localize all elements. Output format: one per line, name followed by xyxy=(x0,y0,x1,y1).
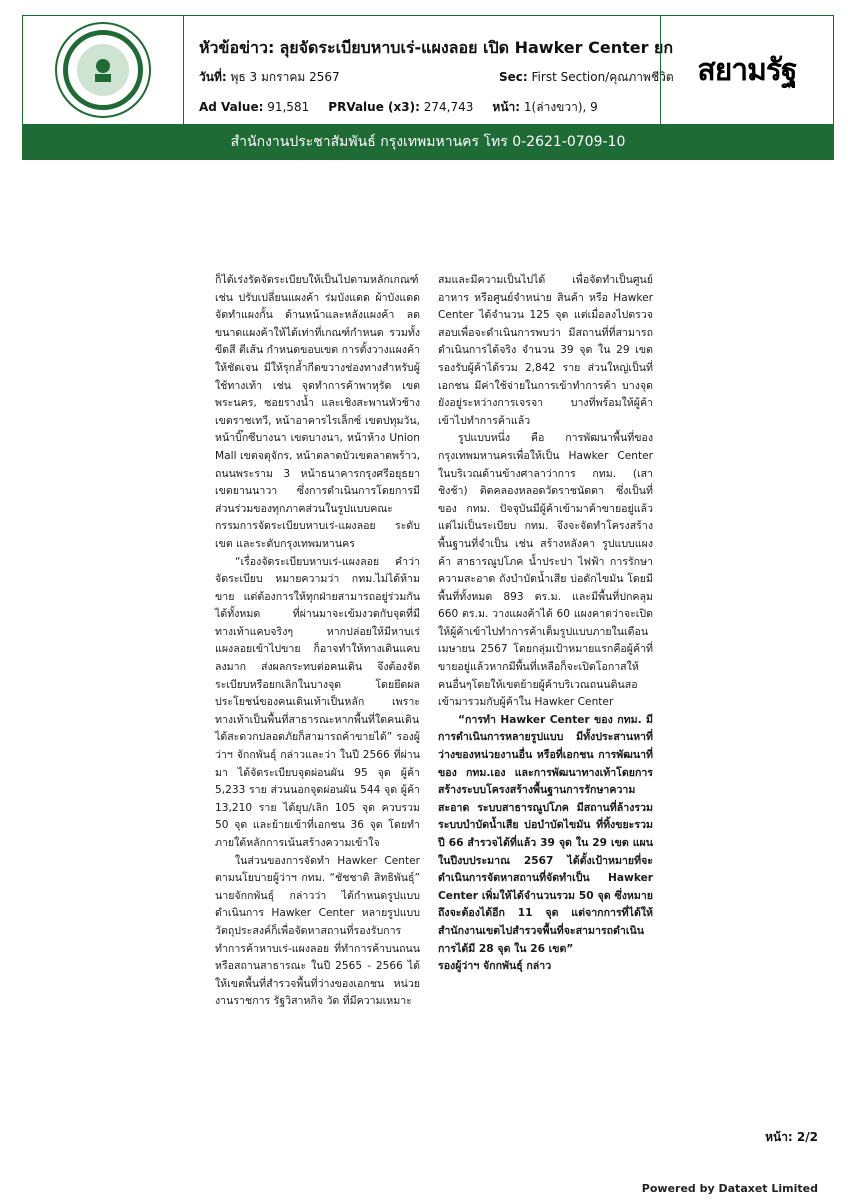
ad-value-label: Ad Value: xyxy=(199,100,264,114)
agency-banner xyxy=(23,124,833,160)
page-value: 1(ล่างขวา), 9 xyxy=(523,100,598,114)
pr-value-label: PRValue (x3): xyxy=(328,100,420,114)
clipping-meta xyxy=(199,16,685,124)
section-row xyxy=(499,68,674,87)
attribution: รองผู้ว่าฯ จักกพันธุ์ กล่าว xyxy=(438,960,552,973)
ad-value: 91,581 xyxy=(267,100,310,114)
publication-logo: สยามรัฐ xyxy=(697,52,797,88)
clipping-header xyxy=(22,15,834,160)
powered-by: Powered by Dataxet Limited xyxy=(641,1182,818,1195)
article-column-2 xyxy=(438,272,653,976)
quote-paragraph: “การทำ Hawker Center ของ กทม. มีการดำเนินการหลายรูปแบบ มีทั้งประสานหาที่ว่างของหน่วยงานอื่น หรือที่เอกชน การพัฒนาที่ของ กทม.เอง และการพัฒนาทางเท้าโดยการสร้างระบบโครงสร้างพื้นฐานการรักษาความสะอาด ระบบสาธารณูปโภค มีสถานที่ล้างรวม ระบบบำบัดน้ำเสีย บ่อบำบัดไขมัน ที่ทิ้งขยะรวม ปี 66 สำรวจได้ที่แล้ว 39 จุด ใน 29 เขต แผนในปีงบประมาณ 2567 ได้ตั้งเป้าหมายที่จะดำเนินการจัดหาสถานที่จัดทำเป็น Hawker Center เพิ่มให้ได้จำนวนรวม 50 จุด ซึ่งหมายถึงจะต้องได้อีก 11 จุด แต่จากการที่ได้ให้สำนักงานเขตไปสำรวจพื้นที่จะสามารถดำเนินการได้มี 28 จุด ใน 26 เขต” xyxy=(438,713,653,955)
paragraph: ก็ได้เร่งรัดจัดระเบียบให้เป็นไปตามหลักเกณฑ์ เช่น ปรับเปลี่ยนแผงค้า ร่มบังแดด ผ้าบังแดด จัดทำแผงกั้น ด้านหน้าและหลังแผงค้า ลดขนาดแผงค้าให้ได้เท่าที่เกณฑ์กำหนด รวมทั้งขีดสี ตีเส้น กำหนดขอบเขต การตั้งวางแผงค้าให้ชัดเจน มีให้รุกล้ำกีดขวางช่องทางสำหรับผู้ใช้ทางเท้า เช่น จุดทำการค้าพาหุรัด เขตพระนคร, ซอยรางน้ำ และเชิงสะพานหัวช้าง เขตราชเทวี, หน้าอาคารไรเล็กซ์ เขตปทุมวัน, หน้าบิ๊กซีบางนา เขตบางนา, หน้าห้าง Union Mall เขตจตุจักร, หน้าตลาดบัวเขตลาดพร้าว, ถนนพระราม 3 หน้าธนาคารกรุงศรีอยุธยา เขตยานนาวา ซึ่งการดำเนินการโดยการมีส่วนร่วมของทุกภาคส่วนในรูปแบบคณะกรรมการจัดระเบียบหาบเร่-แผงลอย ระดับเขต และระดับกรุงเทพมหานคร xyxy=(215,274,420,550)
page-label: หน้า: xyxy=(492,100,521,114)
date-label: วันที่: xyxy=(199,70,227,84)
agency-text: สำนักงานประชาสัมพันธ์ กรุงเทพมหานคร โทร 0-2621-0709-10 xyxy=(230,134,626,150)
date-value: พุธ 3 มกราคม 2567 xyxy=(230,70,340,84)
date-row xyxy=(199,68,340,87)
bma-logo-cell xyxy=(23,16,184,124)
page-number: หน้า: 2/2 xyxy=(765,1130,818,1144)
value-row xyxy=(199,98,598,117)
bma-seal-icon xyxy=(55,22,151,118)
headline-text: ลุยจัดระเบียบหาบเร่-แผงลอย เปิด Hawker Center ยก xyxy=(279,38,674,57)
paragraph: รูปแบบหนึ่ง คือ การพัฒนาพื้นที่ของกรุงเทพมหานครเพื่อให้เป็น Hawker Center ในบริเวณด้านข้างศาลาว่าการ กทม. (เสาชิงช้า) ติดคลองหลอดวัดราชนัดดา ซึ่งเป็นที่ของ กทม. ปัจจุบันมีผู้ค้าเข้ามาค้าขายอยู่แล้วแต่ไม่เป็นระเบียบ กทม. จึงจะจัดทำโครงสร้างพื้นฐานที่จำเป็น เช่น สร้างหลังคา รูปแบบแผงค้า สาธารณูปโภค น้ำประปา ไฟฟ้า การรักษาความสะอาด ถังบำบัดน้ำเสีย บ่อดักไขมัน โดยมีพื้นที่ทั้งหมด 893 ตร.ม. และมีพื้นที่ปกคลุม 660 ตร.ม. วางแผงค้าได้ 60 แผงคาดว่าจะเปิดให้ผู้ค้าเข้าไปทำการค้าเต็มรูปแบบภายในเดือนเมษายน 2567 โดยกลุ่มเป้าหมายแรกคือผู้ค้าที่ขายอยู่แล้วหากมีพื้นที่เหลือก็จะเปิดโอกาสให้คนอื่นๆโดยให้เขตย้ายผู้ค้าบริเวณถนนดินสอเข้ามารวมกับผู้ค้าใน Hawker Center xyxy=(438,432,653,709)
section-value: First Section/คุณภาพชีวิต xyxy=(531,70,674,84)
publication-cell xyxy=(660,16,833,124)
paragraph: “เรื่องจัดระเบียบหาบเร่-แผงลอย คำว่าจัดระเบียบ หมายความว่า กทม.ไม่ได้ห้ามขาย แต่ต้องการให้ทุกฝ่ายสามารถอยู่ร่วมกันได้ทั้งหมด ที่ผ่านมาจะเข้มงวดกับจุดที่มีทางเท้าแคบจริงๆ หากปล่อยให้มีหาบเร่แผงลอยเข้าไปขาย ก็อาจทำให้ทางเดินแคบลงมาก ส่งผลกระทบต่อคนเดิน จึงต้องจัดระเบียบหรือยกเลิกในบางจุด โดยยึดผลประโยชน์ของคนเดินเท้าเป็นหลัก เพราะทางเท้าเป็นพื้นที่สาธารณะหากพื้นที่ใดคนเดินได้สะดวกปลอดภัยก็สามารถค้าขายได้” รองผู้ว่าฯ จักกพันธุ์ กล่าวและว่า ในปี 2566 ที่ผ่านมา ได้จัดระเบียบจุดผ่อนผัน 95 จุด ผู้ค้า 5,233 ราย ส่วนนอกจุดผ่อนผัน 544 จุด ผู้ค้า 13,210 ราย ได้ยุบ/เลิก 105 จุด ควบรวม 50 จุด และย้ายเข้าที่เอกชน 36 จุด โดยทำภายใต้หลักการเน้นสร้างความเข้าใจ xyxy=(215,555,420,849)
paragraph: สมและมีความเป็นไปได้ เพื่อจัดทำเป็นศูนย์อาหาร หรือศูนย์จำหน่าย สินค้า หรือ Hawker Center ได้จำนวน 125 จุด แต่เมื่อลงไปตรวจสอบเพื่อจะดำเนินการพบว่า มีสถานที่ที่สามารถดำเนินการได้จริง จำนวน 39 จุด ใน 29 เขต รองรับผู้ค้าได้รวม 2,842 ราย ส่วนใหญ่เป็นที่เอกชน มีค่าใช้จ่ายในการเข้าทำการค้า บางจุดยังอยู่ระหว่างการเจรจา บางที่พร้อมให้ผู้ค้าเข้าไปทำการค้าแล้ว xyxy=(438,274,653,427)
paragraph: ในส่วนของการจัดทำ Hawker Center ตามนโยบายผู้ว่าฯ กทม. “ชัชชาติ สิทธิพันธุ์” นายจักกพันธุ์ กล่าวว่า ได้กำหนดรูปแบบดำเนินการ Hawker Center หลายรูปแบบ วัตถุประสงค์ก็เพื่อจัดหาสถานที่รองรับการทำการค้าหาบเร่-แผงลอย ที่ทำการค้าบนถนนหรือสถานสาธารณะ ในปี 2565 - 2566 ได้ให้เขตพื้นที่สำรวจพื้นที่ว่างของเอกชน หน่วยงานราชการ รัฐวิสาหกิจ วัด ที่มีความเหมาะ xyxy=(215,854,420,1008)
section-label: Sec: xyxy=(499,70,528,84)
headline-label: หัวข้อข่าว: xyxy=(199,38,275,57)
headline-row xyxy=(199,36,673,61)
pr-value: 274,743 xyxy=(423,100,474,114)
article-column-1 xyxy=(215,272,420,1011)
